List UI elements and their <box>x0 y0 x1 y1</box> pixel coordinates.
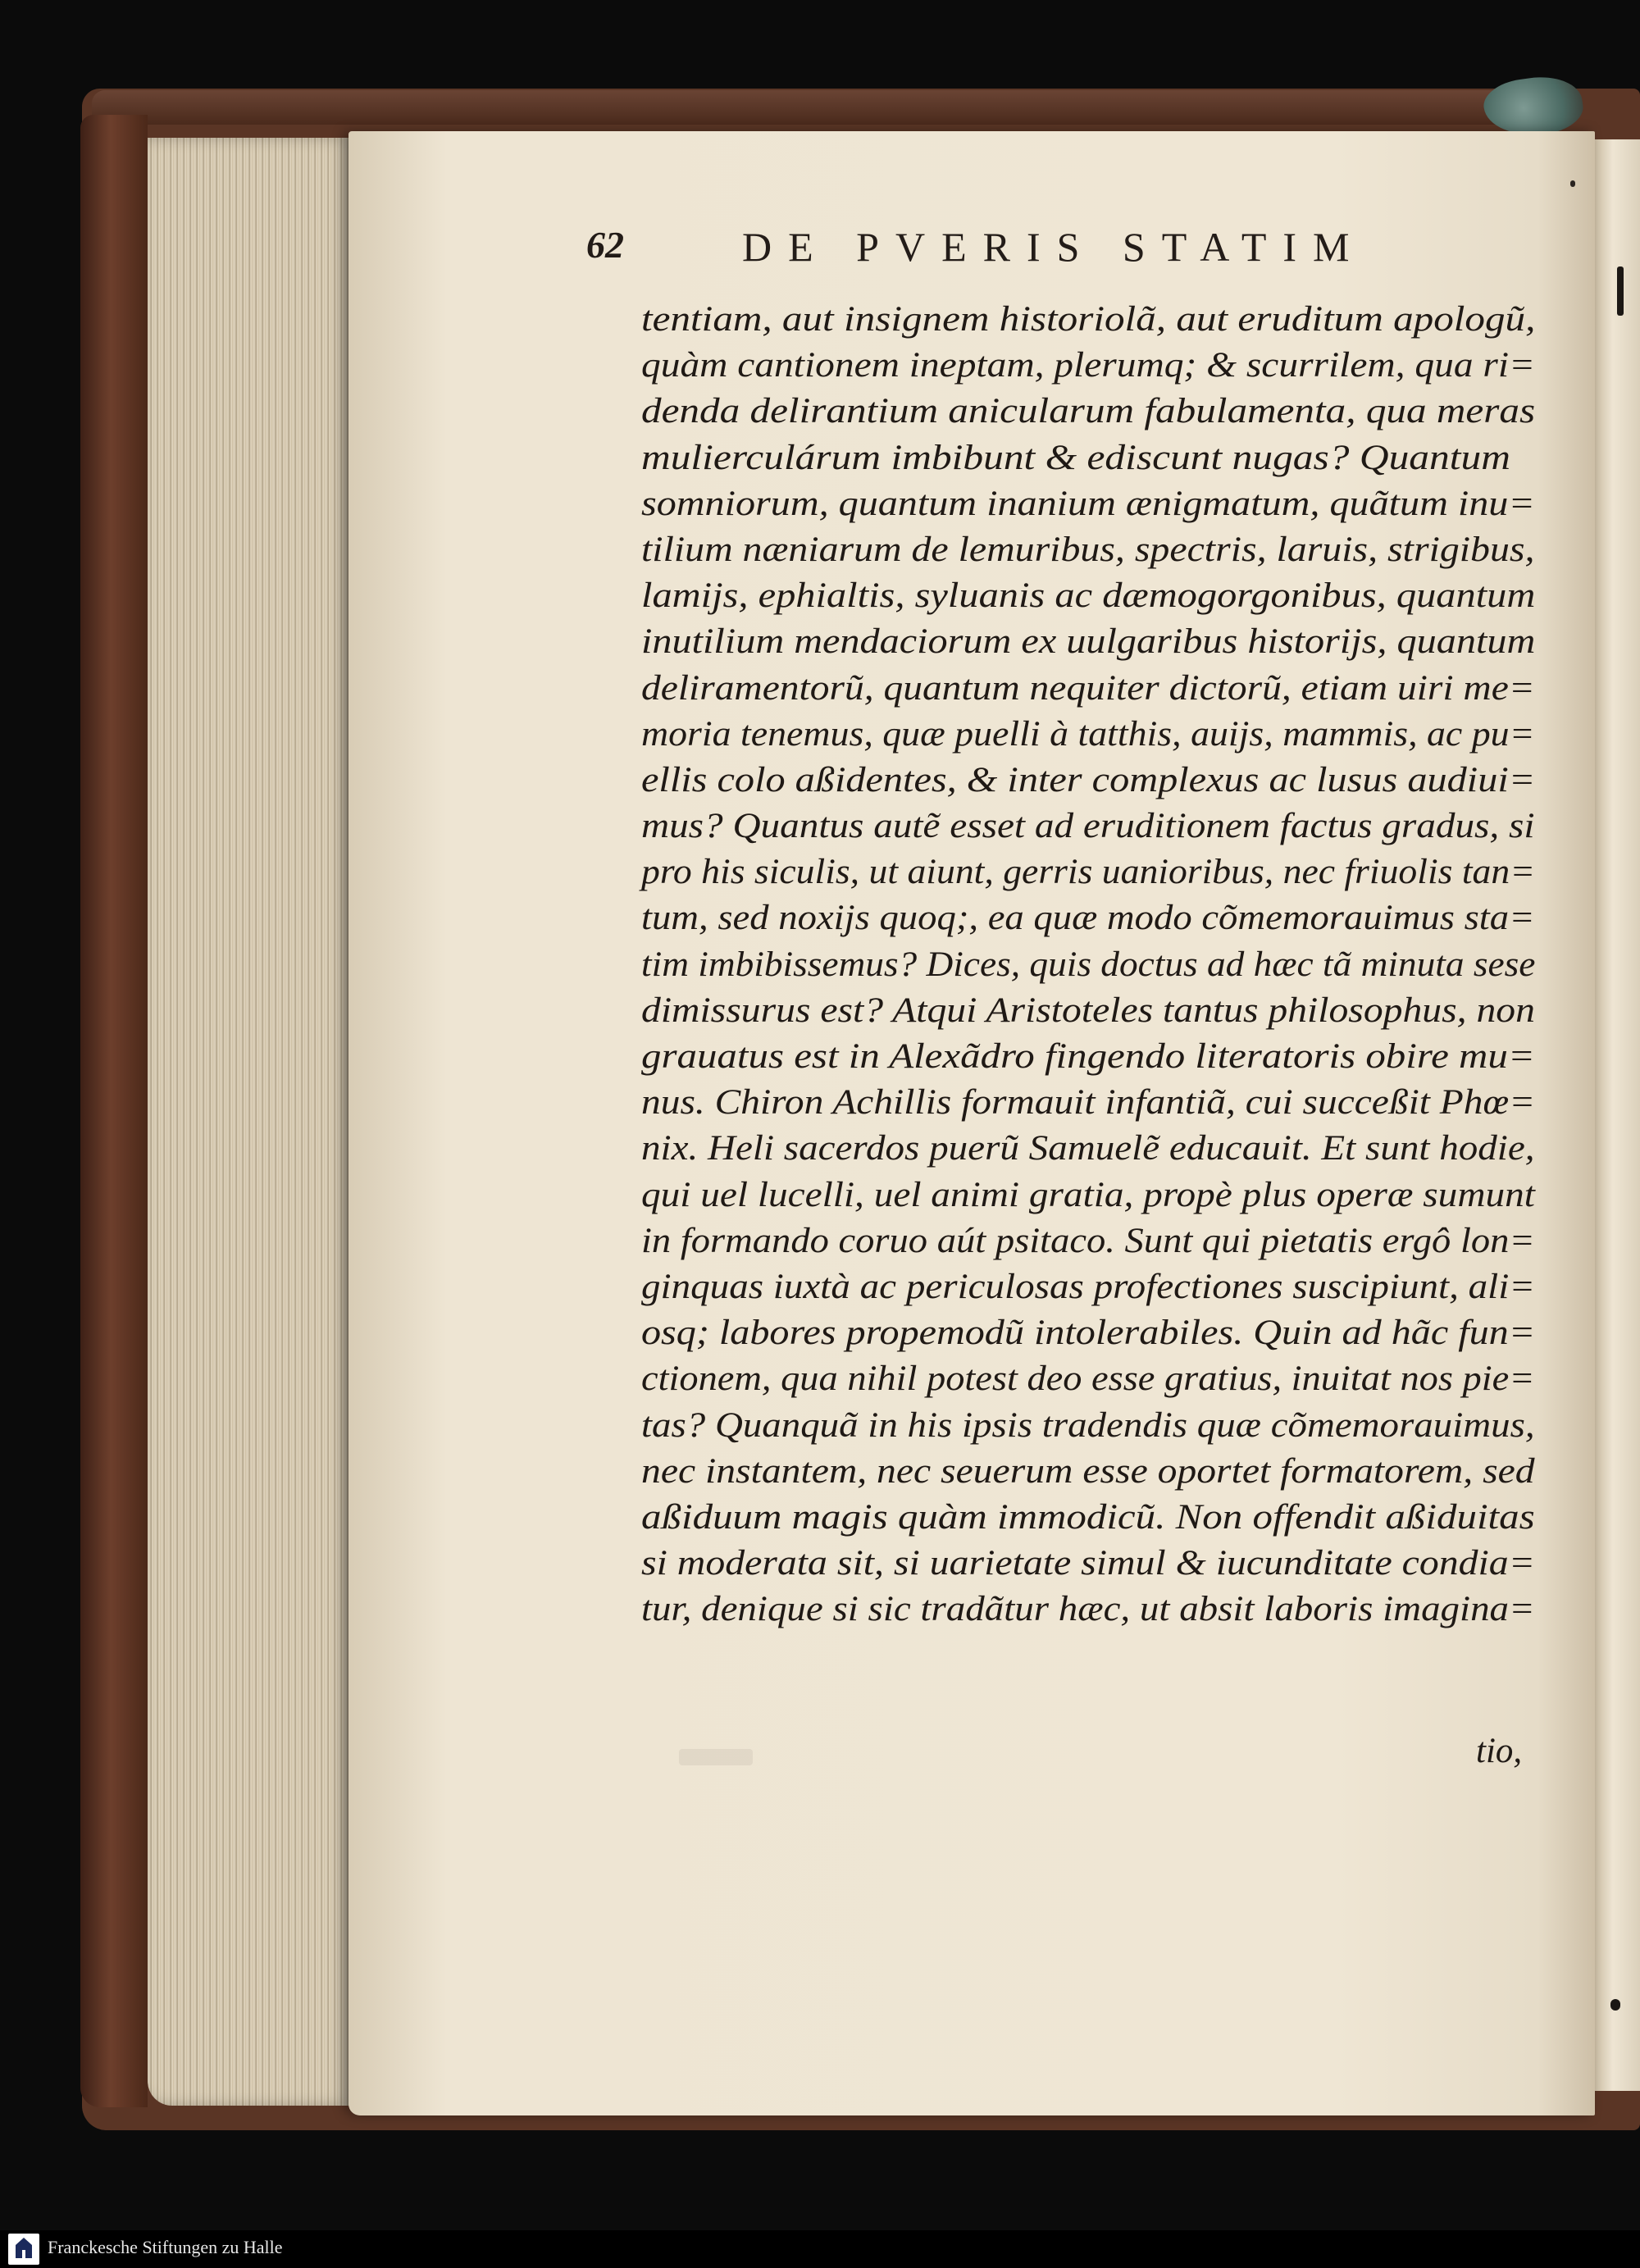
text-line: tum, sed noxijs quoq;, ea quæ modo cõmemorauimus sta= <box>641 899 1535 938</box>
text-line: tim imbibissemus? Dices, quis doctus ad hæc tã minuta sese <box>641 945 1536 984</box>
text-line: inutilium mendaciorum ex uulgaribus historijs, quantum <box>641 622 1536 662</box>
text-line: mulierculárum imbibunt & ediscunt nugas? Quantum <box>641 438 1510 477</box>
text-line: tas? Quanquã in his ipsis tradendis quæ cõmemorauimus, <box>641 1405 1535 1445</box>
text-line: grauatus est in Alexãdro fingendo literatoris obire mu= <box>641 1037 1535 1076</box>
page-header <box>586 223 1423 280</box>
text-line: tilium næniarum de lemuribus, spectris, laruis, strigibus, <box>641 530 1535 569</box>
text-line: tur, denique si sic tradãtur hæc, ut absit laboris imagina= <box>641 1590 1535 1629</box>
text-line: ctionem, qua nihil potest deo esse gratius, inuitat nos pie= <box>641 1359 1535 1399</box>
text-line: quàm cantionem ineptam, plerumq; & scurrilem, qua ri= <box>641 346 1536 385</box>
catchword: tio, <box>1476 1732 1523 1770</box>
running-head: DE PVERIS STATIM <box>742 224 1366 270</box>
book-top-edge <box>92 90 1551 125</box>
footer-institution-name: Franckesche Stiftungen zu Halle <box>48 2237 283 2257</box>
bleed-through-mark <box>679 1749 753 1765</box>
ink-spot <box>1570 180 1575 187</box>
text-line: nix. Heli sacerdos puerũ Samuelẽ educauit. Et sunt hodie, <box>641 1129 1535 1168</box>
text-line: moria tenemus, quæ puelli à tatthis, auijs, mammis, ac pu= <box>641 714 1535 754</box>
page-number: 62 <box>586 224 624 266</box>
text-line: in formando coruo aút psitaco. Sunt qui pietatis ergô lon= <box>641 1221 1535 1260</box>
text-line: deliramentorũ, quantum nequiter dictorũ, etiam uiri me= <box>641 668 1535 708</box>
margin-dot <box>1610 1999 1620 2011</box>
franckesche-stiftungen-logo-icon <box>8 2234 39 2265</box>
text-line: tentiam, aut insignem historiolã, aut eruditum apologũ, <box>641 300 1536 339</box>
text-line: qui uel lucelli, uel animi gratia, propè plus operæ sumunt <box>641 1175 1535 1214</box>
text-line: nec instantem, nec seuerum esse oportet formatorem, sed <box>641 1451 1535 1491</box>
book-spine-leather <box>80 115 148 2107</box>
page-fore-edge-stack <box>148 138 353 2106</box>
text-block <box>641 297 1535 1633</box>
text-line: lamijs, ephialtis, syluanis ac dæmogorgonibus, quantum <box>641 576 1536 616</box>
text-line: si moderata sit, si uarietate simul & iucunditate condia= <box>641 1544 1535 1583</box>
text-line: pro his siculis, ut aiunt, gerris uanioribus, nec friuolis tan= <box>641 853 1536 892</box>
text-line: osq; labores propemodũ intolerabiles. Quin ad hãc fun= <box>641 1314 1536 1353</box>
text-line: aßiduum magis quàm immodicũ. Non offendit aßiduitas <box>641 1497 1535 1537</box>
text-line: mus? Quantus autẽ esset ad eruditionem factus gradus, si <box>641 807 1535 846</box>
text-line: nus. Chiron Achillis formauit infantiã, cui succeßit Phœ= <box>641 1083 1536 1123</box>
text-line: somniorum, quantum inanium ænigmatum, quãtum inu= <box>641 484 1535 523</box>
text-line: denda delirantium anicularum fabulamenta, qua meras <box>641 392 1536 431</box>
text-line: ellis colo aßidentes, & inter complexus ac lusus audiui= <box>641 760 1536 799</box>
text-line: dimissurus est? Atqui Aristoteles tantus philosophus, non <box>641 991 1535 1030</box>
text-line: ginquas iuxtà ac periculosas profectiones suscipiunt, ali= <box>641 1267 1536 1306</box>
